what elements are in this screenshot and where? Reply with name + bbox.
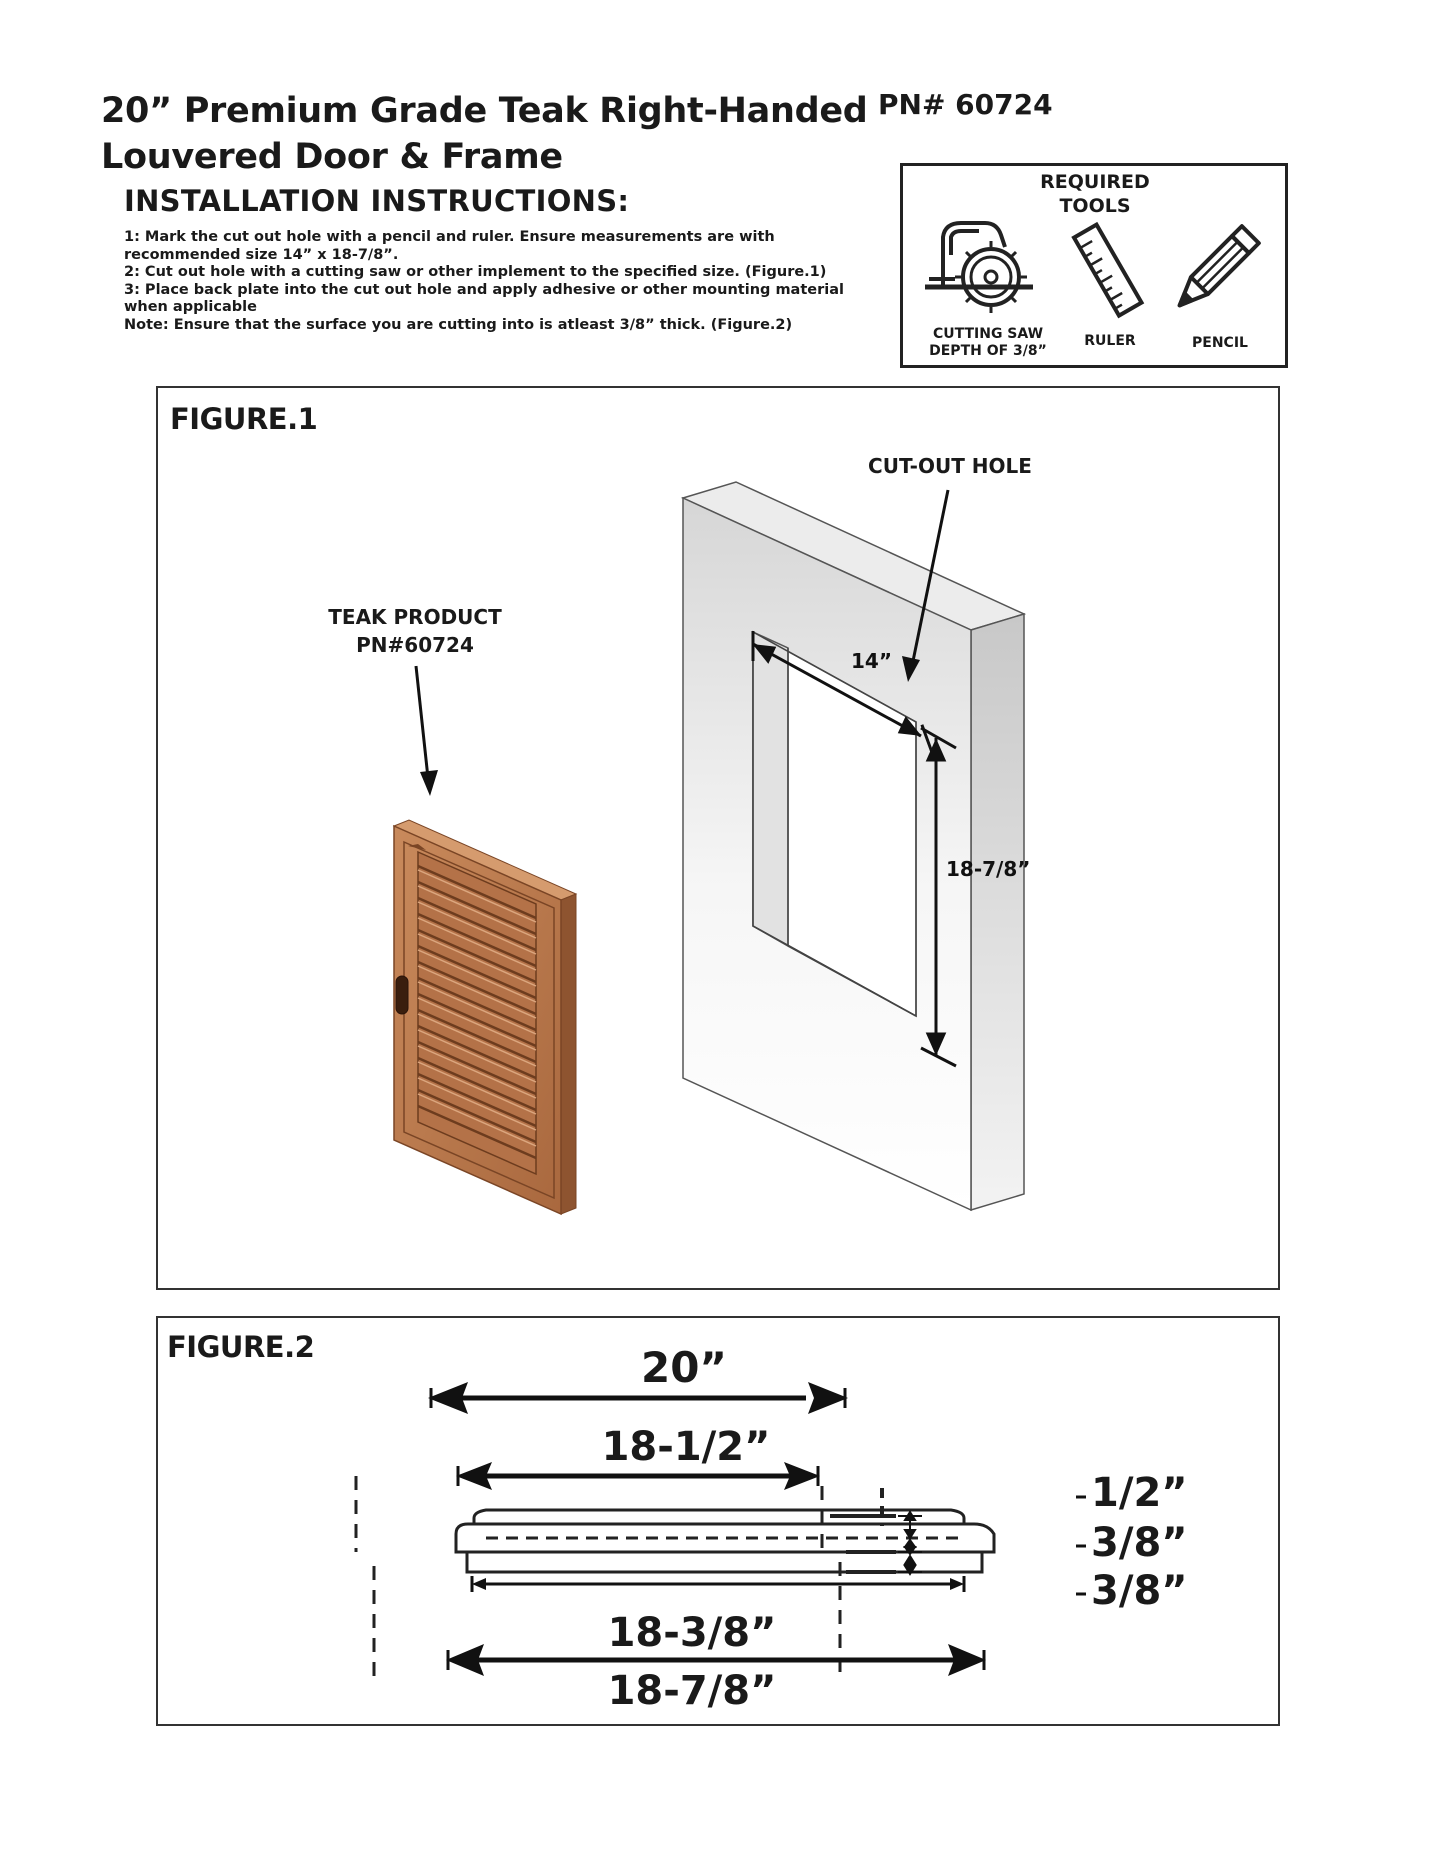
required-tools-title (1000, 170, 1190, 218)
cutout-hole-label: CUT-OUT HOLE (868, 454, 1032, 478)
title-line-1: 20” Premium Grade Teak Right-Handed (101, 91, 868, 131)
thickness-mid-label: 3/8” (1091, 1520, 1188, 1566)
door-handle (396, 976, 408, 1014)
pencil-label: PENCIL (1192, 335, 1248, 351)
tools-title-line-2: TOOLS (1059, 195, 1131, 217)
thickness-top-label: 1/2” (1091, 1470, 1188, 1516)
saw-label (918, 326, 1058, 360)
height-dimension-label: 18-7/8” (946, 857, 1031, 881)
product-arrow (416, 666, 428, 778)
instructions-heading: INSTALLATION INSTRUCTIONS: (124, 184, 630, 218)
instructions-list (124, 229, 844, 334)
teak-product-label-line-1: TEAK PRODUCT (328, 605, 502, 629)
teak-louvered-door (394, 820, 576, 1214)
thickness-bottom-label: 3/8” (1091, 1568, 1188, 1614)
figure-1-illustration (156, 386, 1280, 1290)
instruction-step-3: 3: Place back plate into the cut out hole and apply adhesive or other mounting material when applicable (124, 281, 844, 315)
product-arrow-head (420, 770, 438, 796)
inner-width-label: 18-3/8” (607, 1610, 777, 1656)
instruction-note: Note: Ensure that the surface you are cutting into is atleast 3/8” thick. (Figure.2) (124, 316, 793, 333)
figure-2-title: FIGURE.2 (167, 1330, 315, 1364)
ruler-label: RULER (1084, 333, 1136, 349)
overall-width-label: 20” (640, 1343, 728, 1392)
instruction-step-1: 1: Mark the cut out hole with a pencil and ruler. Ensure measurements are with recommended size 14” x 18-7/8”. (124, 229, 775, 263)
inner-width-arrow (472, 1576, 964, 1592)
title-line-2: Louvered Door & Frame (101, 137, 563, 177)
ruler-icon (1065, 220, 1155, 320)
wall-panel (683, 482, 1024, 1210)
instruction-step-2: 2: Cut out hole with a cutting saw or other implement to the specified size. (Figure.1) (124, 264, 827, 280)
saw-label-line-1: CUTTING SAW (932, 326, 1044, 342)
overall-width-arrow (428, 1382, 848, 1414)
figure-2-diagram (156, 1316, 1280, 1726)
circular-saw-icon (915, 215, 1045, 315)
teak-product-label-line-2: PN#60724 (356, 633, 474, 657)
back-width-label: 18-7/8” (607, 1668, 777, 1714)
width-dimension-label: 14” (851, 649, 892, 673)
saw-label-line-2: DEPTH OF 3/8” (929, 343, 1047, 359)
page-title (101, 88, 868, 180)
pencil-icon (1165, 220, 1265, 320)
figure-1-title: FIGURE.1 (170, 402, 318, 436)
part-number: PN# 60724 (878, 88, 1053, 121)
top-plate-width-label: 18-1/2” (601, 1424, 771, 1470)
tools-title-line-1: REQUIRED (1040, 171, 1150, 193)
